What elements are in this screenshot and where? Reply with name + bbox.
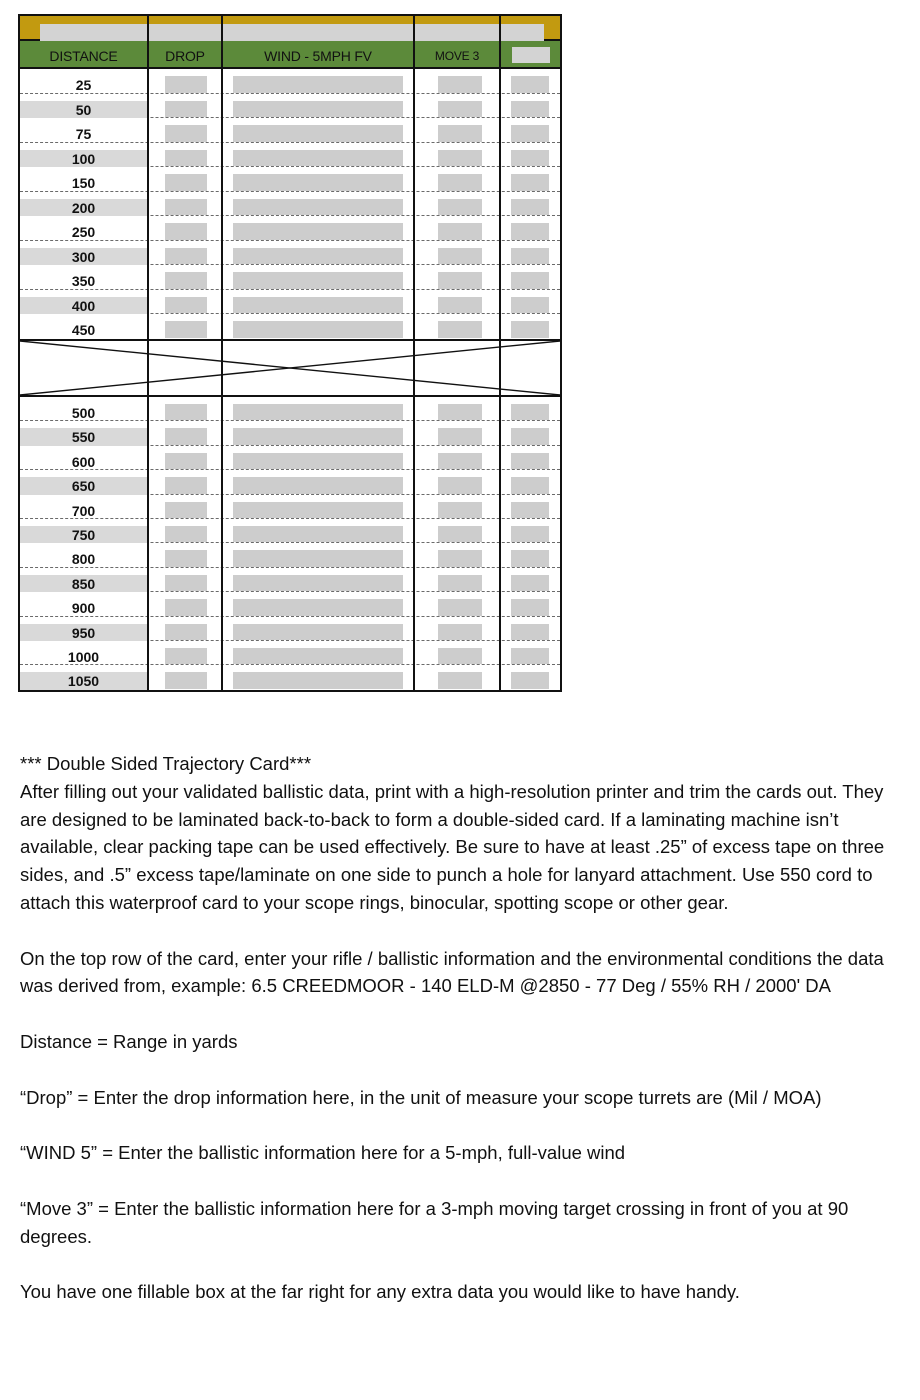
extra-field[interactable] xyxy=(511,297,549,314)
distance-label: 300 xyxy=(71,248,96,265)
distance-label: 400 xyxy=(71,297,96,314)
distance-label: 50 xyxy=(75,101,92,118)
move-field[interactable] xyxy=(438,550,482,566)
column-divider xyxy=(221,16,223,690)
move-field[interactable] xyxy=(438,672,482,688)
card-top-bar xyxy=(20,16,560,41)
wind-field[interactable] xyxy=(233,453,403,469)
wind-field[interactable] xyxy=(233,575,403,591)
wind-field[interactable] xyxy=(233,223,403,240)
distance-label: 75 xyxy=(75,126,92,142)
wind-field[interactable] xyxy=(233,624,403,640)
header-drop: DROP xyxy=(165,48,205,64)
distance-label: 900 xyxy=(71,600,96,617)
drop-field[interactable] xyxy=(165,477,207,493)
extra-field[interactable] xyxy=(511,199,549,216)
move-field[interactable] xyxy=(438,321,482,338)
wind-field[interactable] xyxy=(233,248,403,265)
wind-field[interactable] xyxy=(233,526,403,542)
distance-label: 700 xyxy=(71,502,96,519)
wind-field[interactable] xyxy=(233,76,403,93)
table-row xyxy=(20,167,560,192)
distance-label: 200 xyxy=(71,199,96,216)
wind-field[interactable] xyxy=(233,321,403,338)
move-field[interactable] xyxy=(438,624,482,640)
table-row xyxy=(20,265,560,290)
distance-label: 550 xyxy=(71,429,96,446)
wind-field[interactable] xyxy=(233,550,403,566)
distance-label: 1050 xyxy=(67,673,100,690)
table-row xyxy=(20,641,560,665)
drop-field[interactable] xyxy=(165,404,207,420)
extra-field[interactable] xyxy=(511,76,549,93)
wind-field[interactable] xyxy=(233,150,403,167)
table-row xyxy=(20,665,560,689)
wind-field[interactable] xyxy=(233,199,403,216)
drop-field[interactable] xyxy=(165,502,207,518)
wind-field[interactable] xyxy=(233,477,403,493)
wind-field[interactable] xyxy=(233,297,403,314)
range-table-far xyxy=(20,397,560,690)
extra-field[interactable] xyxy=(511,125,549,142)
instructions-paragraph: You have one fillable box at the far right for any extra data you would like to have handy. xyxy=(20,1281,740,1303)
move-field[interactable] xyxy=(438,150,482,167)
distance-label: 850 xyxy=(71,575,96,592)
table-row xyxy=(20,241,560,266)
drop-field[interactable] xyxy=(165,297,207,314)
table-row xyxy=(20,216,560,241)
move-field[interactable] xyxy=(438,125,482,142)
instructions-paragraph: Distance = Range in yards xyxy=(20,1030,238,1052)
extra-field[interactable] xyxy=(511,453,549,469)
move-field[interactable] xyxy=(438,223,482,240)
drop-field[interactable] xyxy=(165,223,207,240)
move-field[interactable] xyxy=(438,648,482,664)
table-row xyxy=(20,143,560,168)
extra-field[interactable] xyxy=(511,648,549,664)
extra-field[interactable] xyxy=(511,502,549,518)
card-fold-divider xyxy=(20,339,560,397)
move-field[interactable] xyxy=(438,76,482,93)
drop-field[interactable] xyxy=(165,272,207,289)
move-field[interactable] xyxy=(438,428,482,444)
column-divider xyxy=(413,16,415,690)
wind-field[interactable] xyxy=(233,599,403,615)
table-row xyxy=(20,446,560,470)
drop-field[interactable] xyxy=(165,125,207,142)
extra-field[interactable] xyxy=(511,550,549,566)
move-field[interactable] xyxy=(438,575,482,591)
distance-label: 650 xyxy=(71,478,96,495)
drop-field[interactable] xyxy=(165,550,207,566)
instructions-paragraph: On the top row of the card, enter your rifle / ballistic information and the environmental conditions the data was derived from, example: 6.5 CREEDMOOR - 140 ELD-M @2850 - 77 Deg / 55% RH / 2000' DA xyxy=(20,947,884,997)
instructions-paragraph: After filling out your validated ballistic data, print with a high-resolution printer and trim the cards out. They are designed to be laminated back-to-back to form a double-sided card. If a laminating machine isn’t available, clear packing tape can be used effectively. Be sure to have at least .25” of excess tape on three sides, and .5” excess tape/laminate on one side to punch a hole for lanyard attachment. Use 550 cord to attach this waterproof card to your scope rings, binocular, spotting scope or other gear. xyxy=(20,780,885,913)
cross-lines xyxy=(20,341,560,395)
drop-field[interactable] xyxy=(165,453,207,469)
distance-label: 100 xyxy=(71,150,96,167)
extra-field[interactable] xyxy=(511,272,549,289)
drop-field[interactable] xyxy=(165,599,207,615)
instructions-title: *** Double Sided Trajectory Card*** xyxy=(20,753,312,774)
move-field[interactable] xyxy=(438,453,482,469)
distance-label: 750 xyxy=(71,527,96,543)
distance-label: 250 xyxy=(71,224,96,240)
table-row xyxy=(20,421,560,445)
wind-field[interactable] xyxy=(233,174,403,191)
distance-label: 350 xyxy=(71,273,96,289)
drop-field[interactable] xyxy=(165,526,207,542)
rifle-info-input[interactable] xyxy=(40,24,544,41)
instructions-paragraph: “Move 3” = Enter the ballistic information here for a 3-mph moving target crossing in front of you at 90 degrees. xyxy=(20,1197,849,1247)
move-field[interactable] xyxy=(438,477,482,493)
drop-field[interactable] xyxy=(165,672,207,688)
wind-field[interactable] xyxy=(233,502,403,518)
extra-field[interactable] xyxy=(511,575,549,591)
table-row xyxy=(20,495,560,519)
wind-field[interactable] xyxy=(233,272,403,289)
table-row xyxy=(20,94,560,119)
extra-field[interactable] xyxy=(511,428,549,444)
extra-field[interactable] xyxy=(511,672,549,688)
extra-field[interactable] xyxy=(511,174,549,191)
header-distance: DISTANCE xyxy=(49,48,118,64)
drop-field[interactable] xyxy=(165,321,207,338)
extra-header-input[interactable] xyxy=(512,47,550,63)
distance-label: 150 xyxy=(71,175,96,191)
wind-field[interactable] xyxy=(233,125,403,142)
extra-field[interactable] xyxy=(511,223,549,240)
drop-field[interactable] xyxy=(165,199,207,216)
column-divider xyxy=(499,16,501,690)
wind-field[interactable] xyxy=(233,101,403,118)
range-table-near xyxy=(20,69,560,339)
drop-field[interactable] xyxy=(165,248,207,265)
move-field[interactable] xyxy=(438,248,482,265)
card-header-row xyxy=(20,41,560,69)
extra-field[interactable] xyxy=(511,150,549,167)
table-row xyxy=(20,118,560,143)
trajectory-card xyxy=(18,14,562,692)
table-row xyxy=(20,617,560,641)
extra-field[interactable] xyxy=(511,248,549,265)
wind-field[interactable] xyxy=(233,672,403,688)
drop-field[interactable] xyxy=(165,101,207,118)
extra-field[interactable] xyxy=(511,526,549,542)
table-row xyxy=(20,519,560,543)
instructions-paragraph: “Drop” = Enter the drop information here, in the unit of measure your scope turrets are (Mil / MOA) xyxy=(20,1086,822,1108)
table-row xyxy=(20,192,560,217)
header-wind: WIND - 5MPH FV xyxy=(264,48,372,64)
distance-label: 800 xyxy=(71,551,96,568)
wind-field[interactable] xyxy=(233,648,403,664)
table-row xyxy=(20,290,560,315)
table-row xyxy=(20,470,560,494)
table-row xyxy=(20,543,560,567)
table-row xyxy=(20,314,560,339)
drop-field[interactable] xyxy=(165,150,207,167)
distance-label: 950 xyxy=(71,624,96,641)
instructions-paragraph: “WIND 5” = Enter the ballistic information here for a 5-mph, full-value wind xyxy=(20,1142,626,1164)
distance-label: 600 xyxy=(71,453,96,470)
drop-field[interactable] xyxy=(165,428,207,444)
move-field[interactable] xyxy=(438,272,482,289)
extra-field[interactable] xyxy=(511,404,549,420)
header-move: MOVE 3 xyxy=(434,49,480,63)
move-field[interactable] xyxy=(438,599,482,615)
drop-field[interactable] xyxy=(165,648,207,664)
wind-field[interactable] xyxy=(233,428,403,444)
extra-field[interactable] xyxy=(511,321,549,338)
drop-field[interactable] xyxy=(165,575,207,591)
drop-field[interactable] xyxy=(165,624,207,640)
table-row xyxy=(20,592,560,616)
drop-field[interactable] xyxy=(165,174,207,191)
move-field[interactable] xyxy=(438,297,482,314)
distance-label: 450 xyxy=(71,322,96,338)
extra-field[interactable] xyxy=(511,599,549,615)
table-row xyxy=(20,69,560,94)
distance-label: 500 xyxy=(71,405,96,421)
move-field[interactable] xyxy=(438,174,482,191)
distance-label: 1000 xyxy=(67,649,100,665)
column-divider xyxy=(147,16,149,690)
table-row xyxy=(20,397,560,421)
extra-field[interactable] xyxy=(511,101,549,118)
extra-field[interactable] xyxy=(511,624,549,640)
instructions xyxy=(20,750,910,1306)
move-field[interactable] xyxy=(438,404,482,420)
drop-field[interactable] xyxy=(165,76,207,93)
move-field[interactable] xyxy=(438,502,482,518)
extra-field[interactable] xyxy=(511,477,549,493)
table-row xyxy=(20,568,560,592)
move-field[interactable] xyxy=(438,526,482,542)
move-field[interactable] xyxy=(438,101,482,118)
move-field[interactable] xyxy=(438,199,482,216)
distance-label: 25 xyxy=(75,77,92,93)
wind-field[interactable] xyxy=(233,404,403,420)
